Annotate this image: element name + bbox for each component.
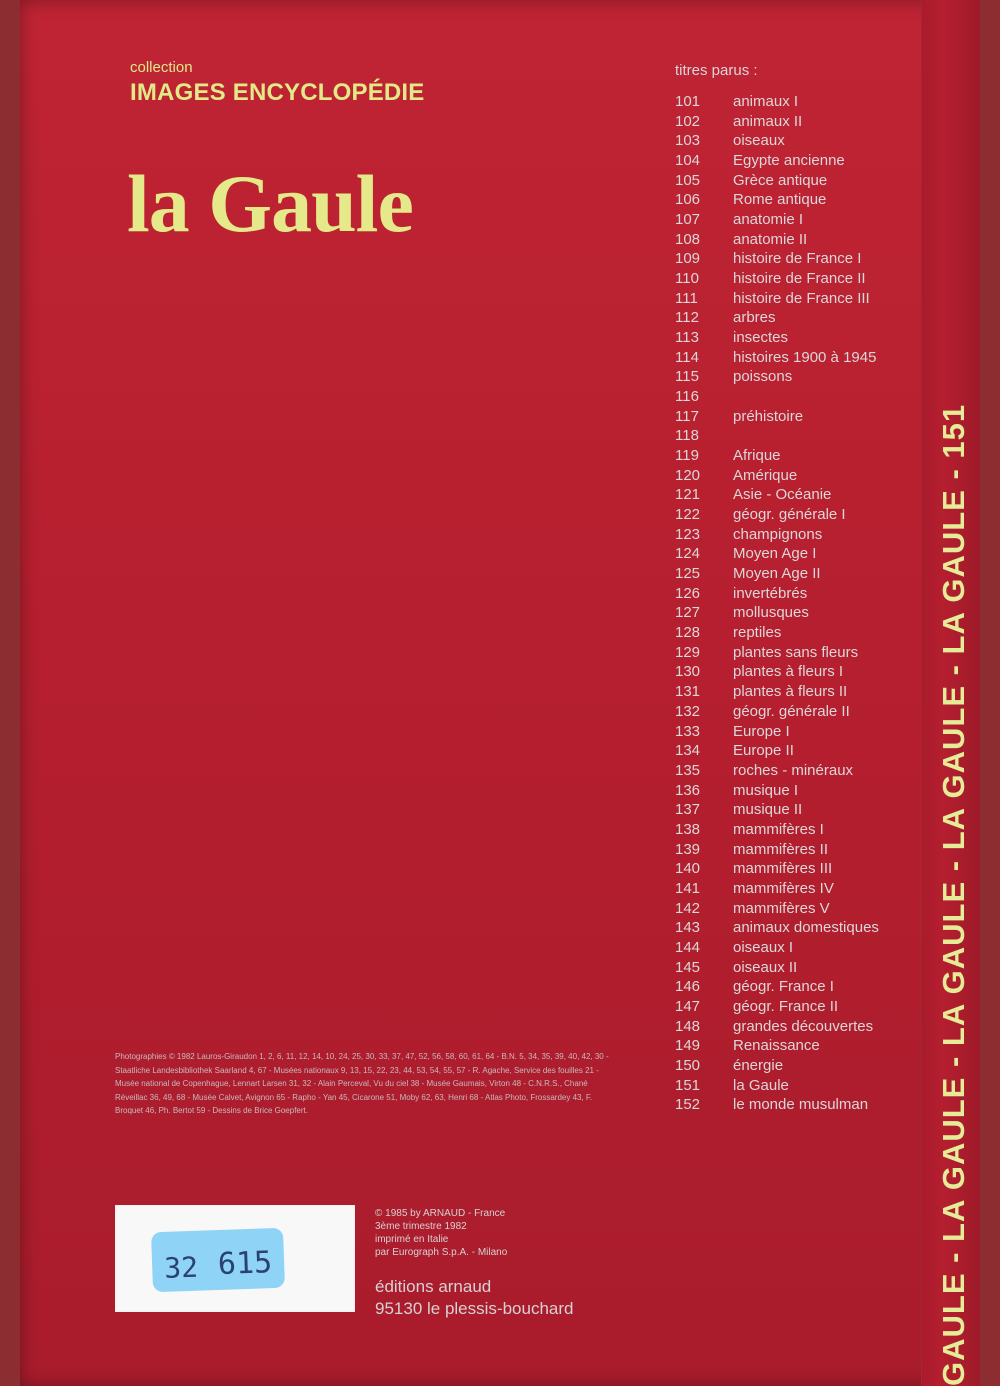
title-name: le monde musulman (733, 1096, 869, 1114)
title-name: musique II (733, 801, 803, 819)
title-number: 148 (675, 1017, 701, 1035)
title-row (675, 485, 955, 505)
title-name: Afrique (733, 447, 781, 465)
title-name: oiseaux (733, 132, 785, 150)
title-name: animaux I (733, 93, 799, 110)
title-name: mammifères III (733, 860, 833, 878)
title-number: 137 (675, 801, 701, 819)
title-number: 140 (675, 860, 701, 878)
title-name: géogr. France II (733, 997, 839, 1015)
title-number: 141 (675, 879, 701, 897)
title-row (675, 623, 955, 643)
title-row (675, 977, 955, 997)
title-number: 129 (675, 643, 701, 661)
title-name: Moyen Age II (733, 565, 821, 583)
title-number: 149 (675, 1037, 701, 1055)
title-name: Europe II (733, 742, 794, 760)
copyright-line: © 1985 by ARNAUD - France (375, 1208, 506, 1219)
title-number: 113 (675, 329, 699, 347)
copyright-line: imprimé en Italie (375, 1234, 449, 1245)
title-row (675, 840, 955, 860)
title-number: 109 (675, 250, 701, 268)
title-number: 117 (675, 407, 699, 425)
cover-title: la Gaule (127, 158, 413, 249)
title-number: 122 (675, 506, 701, 524)
title-number: 116 (675, 388, 699, 406)
title-number: 114 (675, 348, 699, 366)
title-number: 151 (675, 1076, 701, 1094)
title-name: anatomie I (733, 211, 804, 229)
title-number: 135 (675, 761, 701, 779)
title-row (675, 230, 955, 250)
title-row (675, 505, 955, 525)
title-name: oiseaux I (733, 938, 794, 956)
title-row (675, 131, 955, 151)
title-row (675, 741, 955, 761)
title-name: plantes à fleurs II (733, 683, 848, 701)
title-number: 128 (675, 624, 701, 642)
title-number: 120 (675, 466, 701, 484)
title-name: Grèce antique (733, 171, 828, 189)
title-row (675, 781, 955, 801)
price-tag-right: 615 (217, 1245, 273, 1282)
title-number: 125 (675, 565, 701, 583)
title-row (675, 151, 955, 171)
title-name: Amérique (733, 466, 798, 484)
title-row (675, 407, 955, 427)
title-number: 134 (675, 742, 701, 760)
title-row (675, 387, 955, 407)
publisher-address: 95130 le plessis-bouchard (375, 1299, 574, 1318)
title-number: 132 (675, 702, 701, 720)
spine-title: GAULE - LA GAULE - LA GAULE - LA GAULE - LA GAULE - 151 (936, 403, 971, 1386)
title-number: 138 (675, 820, 701, 838)
title-number: 143 (675, 919, 701, 937)
title-row (675, 820, 955, 840)
title-name: animaux domestiques (733, 919, 879, 937)
title-number: 102 (675, 112, 701, 130)
title-name: géogr. France I (733, 978, 834, 996)
title-name: histoires 1900 à 1945 (733, 348, 877, 366)
title-row (675, 289, 955, 309)
title-row (675, 722, 955, 742)
title-row (675, 643, 955, 663)
title-row (675, 859, 955, 879)
title-number: 131 (675, 683, 701, 701)
title-number: 101 (675, 93, 701, 110)
title-row (675, 249, 955, 269)
title-number: 118 (675, 427, 699, 445)
title-name: histoire de France II (733, 270, 866, 288)
title-number: 127 (675, 604, 701, 622)
title-number: 133 (675, 722, 701, 740)
title-name: préhistoire (733, 407, 804, 425)
copyright-line: 3ème trimestre 1982 (375, 1221, 467, 1232)
title-row (675, 1056, 955, 1076)
price-tag (151, 1228, 285, 1293)
title-row (675, 761, 955, 781)
title-number: 108 (675, 230, 701, 248)
title-number: 103 (675, 132, 701, 150)
photo-credits: Photographies © 1982 Lauros-Giraudon 1, 2, 6, 11, 12, 14, 10, 24, 25, 30, 33, 37, 47, 52, 56, 58, 60, 61, 64 - B.N. 5, 34, 35, 39, 40, 42, 30 - Staatliche Landesbibliothek Saarland 4, 67 - Musées nationaux 9, 13, 15, 22, 23, 44, 53, 54, 55, 57 - R. Agache, Service des fouilles 21 - Musée national de Copenhague, Lennart Larsen 31, 32 - Alain Perceval, Vu du ciel 38 - Musée Gaumais, Virton 48 - C.N.R.S., Chané Réveillac 36, 49, 68 - Musée Calvet, Avignon 65 - Rapho - Yan 45, Cicarone 51, Moby 62, 63, Henri 68 - Atlas Photo, Frossardey 43, F. Broquet 46, Ph. Bertot 59 - Dessins de Brice Goepfert. (115, 1052, 609, 1115)
titles-list (675, 92, 955, 1115)
title-number: 139 (675, 840, 701, 858)
title-number: 147 (675, 997, 701, 1015)
title-row (675, 958, 955, 978)
title-name: insectes (733, 329, 789, 347)
title-number: 119 (675, 447, 699, 465)
book-cover (20, 0, 980, 1386)
title-number: 110 (675, 270, 699, 288)
title-number: 115 (675, 368, 699, 386)
copyright-line: par Eurograph S.p.A. - Milano (375, 1247, 508, 1258)
title-number: 142 (675, 899, 701, 917)
title-name: mammifères IV (733, 879, 834, 897)
title-name: plantes sans fleurs (733, 643, 859, 661)
title-name: mollusques (733, 604, 809, 622)
title-name: invertébrés (733, 584, 808, 602)
title-row (675, 918, 955, 938)
title-row (675, 308, 955, 328)
price-sticker-area (115, 1205, 355, 1312)
title-name: plantes à fleurs I (733, 663, 844, 681)
book-spine (921, 0, 980, 1386)
title-number: 152 (675, 1096, 701, 1114)
title-row (675, 800, 955, 820)
title-name: géogr. générale II (733, 702, 850, 720)
title-row (675, 1036, 955, 1056)
title-row (675, 603, 955, 623)
title-number: 126 (675, 584, 701, 602)
title-row (675, 466, 955, 486)
title-row (675, 879, 955, 899)
title-name: Rome antique (733, 191, 827, 209)
title-number: 123 (675, 525, 701, 543)
title-name: histoire de France III (733, 289, 870, 307)
title-name: anatomie II (733, 230, 808, 248)
title-number: 130 (675, 663, 701, 681)
title-name: Egypte ancienne (733, 152, 845, 170)
title-name: mammifères V (733, 899, 830, 917)
title-row (675, 348, 955, 368)
title-row (675, 682, 955, 702)
title-name: reptiles (733, 624, 782, 642)
title-number: 150 (675, 1056, 701, 1074)
title-name: énergie (733, 1056, 784, 1074)
title-number: 107 (675, 211, 701, 229)
title-number: 124 (675, 545, 701, 563)
title-row (675, 92, 955, 112)
title-name: la Gaule (733, 1076, 789, 1094)
title-row (675, 702, 955, 722)
collection-label: collection (130, 59, 193, 76)
title-name: mammifères II (733, 840, 829, 858)
title-name: Renaissance (733, 1037, 820, 1055)
title-row (675, 564, 955, 584)
title-number: 144 (675, 938, 701, 956)
title-row (675, 328, 955, 348)
title-number: 111 (675, 289, 698, 307)
title-row (675, 171, 955, 191)
title-name: champignons (733, 525, 823, 543)
title-name: géogr. générale I (733, 506, 846, 524)
title-name: animaux II (733, 112, 803, 130)
copyright-block (375, 1207, 507, 1259)
title-number: 105 (675, 171, 701, 189)
title-row (675, 1095, 955, 1115)
publisher-name: éditions arnaud (375, 1277, 492, 1296)
title-row (675, 1017, 955, 1037)
series-name: IMAGES ENCYCLOPÉDIE (130, 79, 425, 106)
title-name: poissons (733, 368, 793, 386)
price-tag-left: 32 (163, 1250, 199, 1285)
title-name: Asie - Océanie (733, 486, 832, 504)
title-name: musique I (733, 781, 799, 799)
title-name: Moyen Age I (733, 545, 817, 563)
title-name: roches - minéraux (733, 761, 854, 779)
title-row (675, 584, 955, 604)
title-name: arbres (733, 309, 776, 327)
title-number: 121 (675, 486, 701, 504)
title-row (675, 446, 955, 466)
title-row (675, 997, 955, 1017)
title-row (675, 1076, 955, 1096)
publisher-block (375, 1276, 573, 1320)
title-name: grandes découvertes (733, 1017, 874, 1035)
title-row (675, 426, 955, 446)
title-row (675, 525, 955, 545)
title-number: 104 (675, 152, 701, 170)
title-name: histoire de France I (733, 250, 862, 268)
titles-heading: titres parus : (675, 62, 758, 79)
title-name: oiseaux II (733, 958, 798, 976)
title-number: 145 (675, 958, 701, 976)
title-row (675, 190, 955, 210)
title-number: 106 (675, 191, 701, 209)
title-name: Europe I (733, 722, 790, 740)
title-number: 146 (675, 978, 701, 996)
title-row (675, 544, 955, 564)
title-row (675, 662, 955, 682)
title-row (675, 938, 955, 958)
title-row (675, 210, 955, 230)
title-number: 136 (675, 781, 701, 799)
title-row (675, 269, 955, 289)
title-row (675, 367, 955, 387)
title-name: mammifères I (733, 820, 824, 838)
title-number: 112 (675, 309, 699, 327)
title-row (675, 899, 955, 919)
title-row (675, 112, 955, 132)
